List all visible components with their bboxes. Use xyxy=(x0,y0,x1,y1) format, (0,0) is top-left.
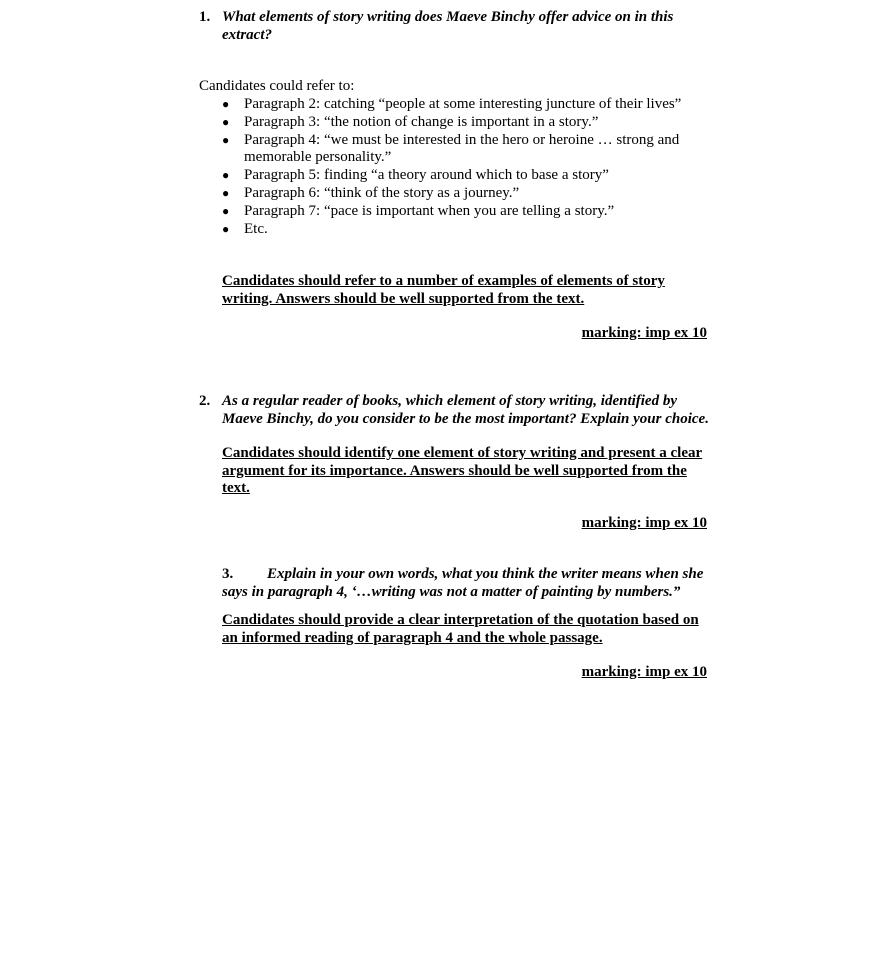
list-item: ● Paragraph 2: catching “people at some interesting juncture of their lives” xyxy=(222,96,682,112)
question-1-number: 1. xyxy=(199,9,211,25)
question-3-guidance: Candidates should provide a clear interpretation of the quotation based on an informed reading of paragraph 4 and the whole passage. xyxy=(222,612,699,646)
question-1-marking: marking: imp ex 10 xyxy=(581,325,707,341)
list-item: ● Paragraph 5: finding “a theory around which to base a story” xyxy=(222,167,609,184)
question-1-text: What elements of story writing does Maeve Binchy offer advice on in this extract? xyxy=(222,9,674,43)
question-1-intro: Candidates could refer to: xyxy=(199,78,355,94)
bullet-icon: ● xyxy=(222,114,230,129)
list-item: ● Etc. xyxy=(222,220,268,237)
bullet-icon: ● xyxy=(222,132,230,147)
list-item: ● Paragraph 3: “the notion of change is important in a story.” xyxy=(222,113,599,130)
question-3-marking: marking: imp ex 10 xyxy=(581,664,707,680)
question-1-guidance: Candidates should refer to a number of examples of elements of story writing. Answers should be well supported from the text. xyxy=(222,273,665,307)
question-2-number: 2. xyxy=(199,393,211,409)
question-3-text: 3. Explain in your own words, what you think the writer means when she says in paragraph 4, ‘…writing was not a matter of painting by numbers.” xyxy=(222,566,704,600)
bullet-icon: ● xyxy=(222,221,230,236)
bullet-icon: ● xyxy=(222,203,230,218)
bullet-icon: ● xyxy=(222,185,230,200)
list-item: ● Paragraph 7: “pace is important when you are telling a story.” xyxy=(222,202,615,219)
bullet-icon: ● xyxy=(222,97,230,111)
list-item: ● Paragraph 4: “we must be interested in the hero or heroine … strong and memorable personality.” xyxy=(222,131,680,166)
question-3-number: 3. xyxy=(222,566,234,582)
bullet-icon: ● xyxy=(222,168,230,183)
question-2-guidance: Candidates should identify one element of story writing and present a clear argument for its importance. Answers should be well supported from the text. xyxy=(222,445,703,496)
question-1-points-list xyxy=(222,96,702,238)
list-item: ● Paragraph 6: “think of the story as a journey.” xyxy=(222,184,520,201)
question-2-text: As a regular reader of books, which element of story writing, identified by Maeve Binchy, do you consider to be the most important? Explain your choice. xyxy=(222,393,709,427)
question-2-marking: marking: imp ex 10 xyxy=(581,515,707,531)
